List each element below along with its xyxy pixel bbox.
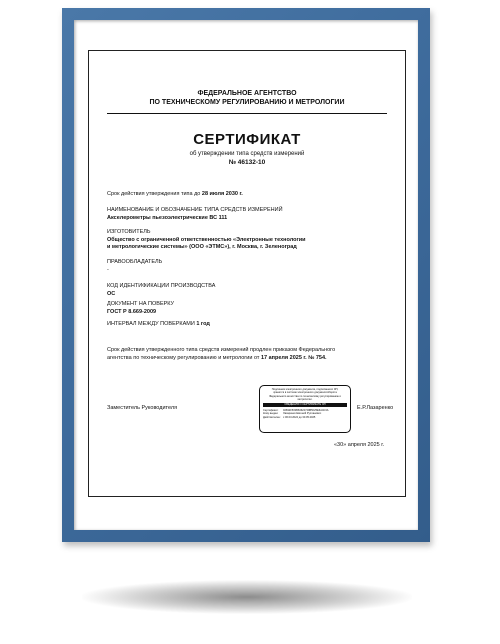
extension-paragraph [107,347,387,362]
verify-section [107,301,387,316]
stamp-row-valid [263,416,347,419]
frame-mat [74,20,418,530]
agency-line-1: ФЕДЕРАЛЬНОЕ АГЕНТСТВО [197,90,297,97]
stamp-head-line-4: метрологии. [297,397,313,401]
validity-date: 28 июля 2030 г. [201,191,243,197]
name-label: НАИМЕНОВАНИЕ И ОБОЗНАЧЕНИЕ ТИПА СРЕДСТВ ИЗМЕРЕНИЙ [107,207,283,213]
certificate-subtitle: об утверждении типа средств измерений [189,151,305,157]
code-section [107,283,387,298]
signer-title: Заместитель Руководителя [107,405,178,411]
interval-label: ИНТЕРВАЛ МЕЖДУ ПОВЕРКАМИ [107,321,197,327]
stamp-cert-label: Сертификат: [263,409,279,413]
picture-frame [62,8,430,542]
frame-shadow [82,580,412,614]
holder-value: - [107,266,109,273]
header-divider [107,113,387,114]
stamp-head-line-3: Федерального агентства по техническому регулированию и [269,394,341,398]
certificate-title: СЕРТИФИКАТ [193,131,301,148]
certificate-document [88,50,406,497]
holder-section [107,259,387,274]
electronic-signature-stamp [259,385,351,433]
verify-value: ГОСТ Р 8.669-2009 [107,308,157,315]
holder-label: ПРАВООБЛАДАТЕЛЬ [107,259,163,265]
stamp-head-line-2: хранится в системе электронного документооборота [273,391,337,395]
issue-date: «30» апреля 2025 г. [334,442,385,448]
stamp-head [263,388,347,401]
stamp-valid-label: Действителен: [263,415,281,419]
stamp-cert-value: 02692F503B63622749B5F25E6A4C3A [283,409,329,413]
extension-line-1: Срок действия утвержденного типа средств измерений продлен приказом Федерального [107,347,336,353]
validity-line [107,191,387,199]
stamp-owner-value: Лазаренко Евгений Русланович [283,412,322,416]
name-section [107,207,387,222]
extension-order: 17 апреля 2025 г. № 754. [260,354,327,361]
stamp-bar: СВЕДЕНИЯ О СЕРТИФИКАТЕ ЭП [263,403,347,407]
name-value: Акселерометры пьезоэлектрические ВС 111 [107,214,228,221]
stamp-valid-value: с 06.03.2024 до 30.05.2025 [283,415,316,419]
extension-line-2: агентства по техническому регулированию и метрологии от [107,354,261,361]
verify-label: ДОКУМЕНТ НА ПОВЕРКУ [107,301,175,307]
code-value: ОС [107,290,116,297]
maker-value-line-1: Общество с ограниченной ответственностью «Электронные технологии [107,236,306,243]
validity-prefix: Срок действия утверждения типа до [107,191,202,197]
certificate-number: № 46132-10 [228,159,266,166]
agency-line-2: ПО ТЕХНИЧЕСКОМУ РЕГУЛИРОВАНИЮ И МЕТРОЛОГИИ [149,99,345,106]
code-label: КОД ИДЕНТИФИКАЦИИ ПРОИЗВОДСТВА [107,283,216,289]
interval-value: 1 год [196,321,210,327]
maker-section [107,229,387,252]
agency-header [89,89,405,107]
stamp-owner-label: Кому выдан: [263,412,279,416]
signer-name: Е.Р.Лазаренко [357,405,394,411]
interval-section [107,321,387,329]
stamp-head-line-1: Подлинник электронного документа, подписанного ЭП, [271,388,339,391]
maker-value-line-2: и метрологические системы» (ООО «ЭТМС»), г. Москва, г. Зеленоград [107,244,297,250]
maker-label: ИЗГОТОВИТЕЛЬ [107,229,151,235]
